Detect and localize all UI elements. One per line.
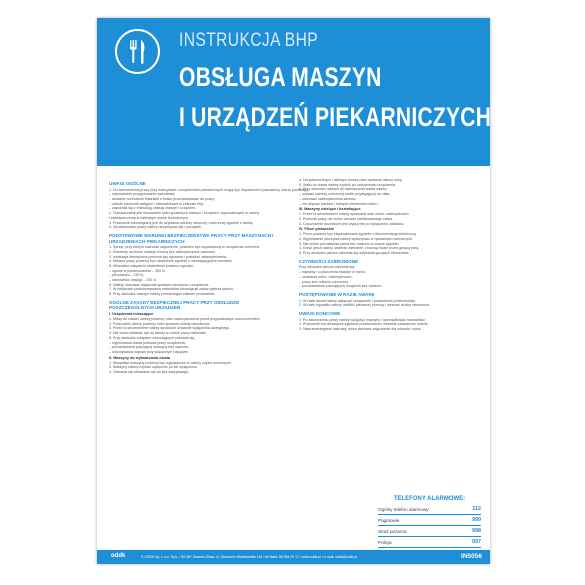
instruction-line: 4. Na stanowisku pracy należy utrzymywać ład i porządek.	[109, 225, 202, 230]
instruction-line: 5. Przy obsłudze pieców zabrania się dotykania gorących elementów.	[299, 251, 410, 256]
instruction-line: 1. Miksy do ciasta i dzieży powinny mieć zabezpieczenia przed przypadkowym uruchomieniem.	[109, 317, 261, 322]
instruction-line: 6. Przy obsłudze maszyn do wytwarzania ciasta należy:	[299, 187, 388, 192]
footer-bar	[97, 550, 490, 564]
instruction-line: – stanowisko obsługi – 200 lx.	[109, 278, 157, 283]
instruction-line: 5. Wałki do ciasta należy czyścić po zatrzymaniu urządzenia.	[299, 182, 396, 187]
phone-label: Policja	[378, 539, 392, 545]
instruction-line: – nie używać biżuterii i luźnych elementów ubioru.	[299, 201, 379, 206]
instruction-line: 4. Drzwi pieca należy otwierać ostrożnie, chroniąc twarz przed gorącą parą.	[299, 246, 420, 251]
instruction-line: – pozostawiania pracujących urządzeń bez nadzoru.	[299, 284, 383, 289]
left-column	[109, 178, 309, 375]
instruction-line: 7. W miejscach przechowywania materiałów obowiązuje zakaz palenia tytoniu.	[109, 287, 234, 292]
instruction-line: 3. Czyszczenie dozwolone jest wyłącznie po wyłączeniu zasilania.	[299, 221, 405, 226]
phone-number: 997	[472, 539, 481, 545]
instruction-body	[109, 178, 481, 540]
section-title: OGÓLNE ZASADY BEZPIECZNEJ PRACY PRZY OBSŁUDZE POSZCZEGÓLNYCH URZĄDZEŃ	[109, 299, 240, 311]
instruction-line: 3. Pracownik zobowiązany jest do używania odzieży roboczej i ochronnej zgodnie z tabelą.	[109, 220, 254, 225]
instruction-line: 2. Podnośniki dzieży powinny mieć sprawne układy hamulcowe.	[109, 321, 211, 326]
phone-number: 998	[472, 528, 481, 534]
phone-label: Pogotowie	[378, 517, 400, 523]
instruction-line: 6. Należy stosować wyłącznie sprawne narzędzia i urządzenia.	[109, 282, 210, 287]
section-title: POSTĘPOWANIE W RAZIE AWARII	[299, 291, 375, 297]
instruction-line: 1. Sprzęt, przy którym zachodzi zagrożenie, powinien być wyposażony w urządzenia ochronne.	[109, 245, 261, 250]
instruction-line: – usuwania osłon i zabezpieczeń,	[299, 274, 353, 279]
instruction-line: 1. Wszystkie maszyny powinny być wyposażone w osłony części ruchomych.	[109, 360, 232, 365]
instruction-line: – piecowisko – 150 lx,	[109, 273, 145, 278]
instruction-line: 3. Nie wolno pozostawiać pieca bez nadzoru w czasie wypieku.	[299, 241, 400, 246]
fork-knife-icon	[115, 29, 160, 74]
instruction-line: 3. Przed uruchomieniem należy sprawdzić działanie wyłącznika awaryjnego.	[109, 326, 231, 331]
instruction-line: 2. Wyjmowanie pieczywa należy wykonywać w rękawicach ochronnych.	[299, 237, 414, 242]
instruction-line: – dokonywania napraw przy włączonym napędzie.	[109, 349, 189, 354]
instruction-line: 3. Zabrania się wkładania rąk do leja zasypowego.	[109, 370, 190, 375]
instruction-line: – pozostawiania pracującej maszyny bez nadzoru,	[109, 345, 190, 350]
instruction-line: – odpowiednie przygotowanie zawodowe,	[109, 192, 176, 197]
phone-row	[378, 515, 481, 526]
instruction-line: – naprawy i czyszczenia maszyn w ruchu,	[299, 270, 366, 275]
instruction-line: 2. Elementy ruchome maszyn muszą być zabezpieczone osłonami.	[109, 249, 216, 254]
section-title: PODSTAWOWE WARUNKI BEZPIECZEŃSTWA PRACY PRZY MASZYNACH I URZĄDZENIACH PIEKARNICZYCH	[109, 232, 274, 244]
instruction-line: – zapoznali się z instrukcją obsługi maszyn i urządzeń.	[109, 206, 197, 211]
instruction-sheet	[97, 18, 490, 564]
instruction-line: 2. W razie wypadku należy udzielić pierwszej pomocy i wezwać służby ratownicze.	[299, 303, 431, 308]
section-title: UWAGI KOŃCOWE	[299, 310, 341, 316]
document-title-line2: I URZĄDZEŃ PIEKARNICZYCH	[179, 102, 492, 132]
subsection-title: I. Urządzenia mieszające	[109, 312, 154, 317]
instruction-line: – aktualne orzeczenie lekarskie o braku przeciwwskazań do pracy,	[109, 197, 215, 201]
instruction-line: – ogólne w pomieszczeniu – 300 lx,	[109, 268, 166, 273]
instruction-line: 4. Miejsca pracy powinny być oświetlone zgodnie z obowiązującymi normami.	[109, 259, 233, 264]
emergency-phones	[378, 496, 481, 548]
phone-row	[378, 526, 481, 537]
instruction-line: 5. Minimalne natężenie oświetlenia powinno wynosić:	[109, 263, 194, 268]
section-title: UWAGI OGÓLNE	[109, 181, 146, 186]
subsection-title: II. Maszyny do wytwarzania ciasta	[109, 355, 170, 360]
section-title: CZYNNOŚCI ZABRONIONE	[299, 258, 359, 264]
subsection-title: III. Maszyny dzielące i kształtujące	[299, 207, 361, 212]
instruction-line: 2. Podczas pracy nie wolno usuwać zablokowanego ciasta.	[299, 216, 394, 221]
document-code: IN5056	[461, 553, 482, 560]
instruction-line: Przy obsłudze pieców zabrania się:	[299, 265, 356, 270]
document-kicker: INSTRUKCJA BHP	[179, 30, 319, 51]
instruction-line: – odbyte szkolenie wstępne i stanowiskowe w zakresie bhp,	[109, 201, 205, 206]
instruction-line: – używać odzieży ochronnej ściśle przylegającej do ciała,	[299, 192, 391, 197]
instruction-line: 3. Instalacja elektryczna powinna być sprawna i posiadać zabezpieczenia.	[109, 254, 227, 259]
right-column	[299, 178, 475, 332]
phone-row	[378, 504, 481, 515]
header-banner	[97, 18, 490, 166]
phones-title: TELEFONY ALARMOWE:	[393, 496, 466, 502]
instruction-line: – wyjmowania ciasta podczas pracy urządzenia,	[109, 340, 186, 345]
phone-label: Ogólny telefon alarmowy	[378, 506, 429, 512]
instruction-line: 1. Przed uruchomieniem należy sprawdzić stan osłon i zabezpieczeń.	[299, 212, 410, 217]
instruction-line: i zabezpieczenia w należytym stanie technicznym.	[109, 215, 189, 220]
instruction-line: 4. Nie wolno wkładać rąk do dzieży w czasie pracy mieszarki.	[109, 331, 207, 336]
instruction-line: 3. Nieprzestrzeganie instrukcji może stanowić zagrożenie dla zdrowia i życia.	[299, 326, 422, 331]
phone-number: 112	[472, 506, 481, 512]
instruction-line: 5. Przy obsłudze urządzeń mieszających zabrania się:	[109, 335, 196, 340]
phone-number: 999	[472, 517, 481, 523]
instruction-line: 1. Piece powinny być eksploatowane zgodnie z dokumentacją techniczną.	[299, 232, 417, 237]
instruction-line: 1. W razie awarii należy wyłączyć urządzenie i powiadomić przełożonego.	[299, 298, 417, 303]
instruction-line: 2. Pracownik ma obowiązek zgłaszać przełożonemu wszelkie zauważone usterki.	[299, 322, 429, 327]
instruction-line: 1. Po zakończeniu pracy należy wyłączyć maszyny i uporządkować stanowisko.	[299, 317, 426, 322]
phone-label: Straż pożarna	[378, 528, 407, 534]
publisher-logo: oddk	[111, 553, 126, 559]
instruction-line: 8. Przy obsłudze maszyn należy przestrzegać zaleceń producenta.	[109, 292, 216, 297]
instruction-line: – stosować zabezpieczenia włosów,	[299, 196, 357, 201]
instruction-line: 2. Maszyny należy czyścić wyłącznie po ich wyłączeniu.	[109, 365, 198, 370]
instruction-line: – pracy bez odzieży ochronnej,	[299, 279, 349, 284]
instruction-line: 2. Dopuszczalne jest stosowanie tylko sprawnych maszyn i urządzeń, wyposażonych w osłony	[109, 211, 260, 216]
instruction-line: 1. Do samodzielnej pracy przy maszynach i urządzeniach piekarniczych mogą być dopuszczeni pracownicy, którzy posiadają:	[109, 187, 309, 192]
publisher-info: © ODDK Sp. z o.o. Sp.k. • 80-357 Gdańsk-Oliwa, ul. Obrońców Westerplatte 124 • tel./faks: 58 554 29 17 • www.oddk.pl • e-mail: oddk@oddk.pl	[141, 555, 357, 559]
subsection-title: IV. Piece piekarskie	[299, 227, 334, 232]
document-title-line1: OBSŁUGA MASZYN	[179, 62, 382, 92]
instruction-line: 4. Urządzenia tnące i dzielące muszą mieć sprawne osłony noży.	[299, 178, 403, 182]
phone-row	[378, 537, 481, 548]
